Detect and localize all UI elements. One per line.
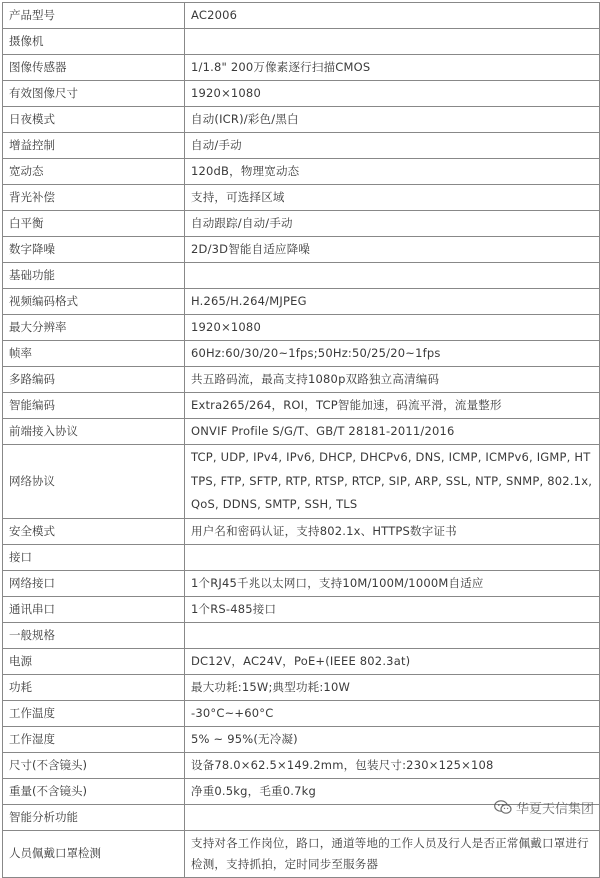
spec-value	[185, 263, 600, 289]
spec-label: 重量(不含镜头)	[3, 778, 185, 804]
spec-value: -30°C~+60°C	[185, 700, 600, 726]
table-row	[3, 159, 600, 185]
table-row	[3, 107, 600, 133]
watermark-text: 华夏天信集团	[515, 802, 594, 817]
table-row	[3, 185, 600, 211]
spec-label: 一般规格	[3, 622, 185, 648]
spec-label: 智能编码	[3, 393, 185, 419]
spec-value: 支持，可选择区域	[185, 185, 600, 211]
watermark	[494, 798, 594, 817]
spec-value	[185, 29, 600, 55]
spec-label: 尺寸(不含镜头)	[3, 752, 185, 778]
spec-label: 电源	[3, 648, 185, 674]
table-row	[3, 341, 600, 367]
spec-label: 人员佩戴口罩检测	[3, 830, 185, 877]
wechat-icon	[494, 800, 512, 815]
spec-value: 1个RS-485接口	[185, 596, 600, 622]
spec-label: 安全模式	[3, 518, 185, 544]
spec-label: 功耗	[3, 674, 185, 700]
spec-label: 前端接入协议	[3, 419, 185, 445]
table-row	[3, 596, 600, 622]
spec-value: H.265/H.264/MJPEG	[185, 289, 600, 315]
spec-value: 自动/手动	[185, 133, 600, 159]
spec-label: 白平衡	[3, 211, 185, 237]
spec-label: 有效图像尺寸	[3, 81, 185, 107]
spec-value: Extra265/264，ROI，TCP智能加速，码流平滑，流量整形	[185, 393, 600, 419]
spec-value: 1个RJ45千兆以太网口，支持10M/100M/1000M自适应	[185, 570, 600, 596]
spec-label: 增益控制	[3, 133, 185, 159]
spec-table	[2, 2, 600, 878]
spec-value	[185, 622, 600, 648]
spec-value: 共五路码流，最高支持1080p双路独立高清编码	[185, 367, 600, 393]
spec-label: 日夜模式	[3, 107, 185, 133]
table-row	[3, 81, 600, 107]
spec-label: 多路编码	[3, 367, 185, 393]
table-row	[3, 544, 600, 570]
spec-value: 1/1.8" 200万像素逐行扫描CMOS	[185, 55, 600, 81]
table-row	[3, 445, 600, 519]
spec-value: 用户名和密码认证，支持802.1x、HTTPS数字证书	[185, 518, 600, 544]
spec-value: 设备78.0×62.5×149.2mm，包装尺寸:230×125×108	[185, 752, 600, 778]
table-row	[3, 393, 600, 419]
spec-value: 5% ~ 95%(无冷凝)	[185, 726, 600, 752]
table-row	[3, 263, 600, 289]
spec-label: 智能分析功能	[3, 804, 185, 830]
table-row	[3, 367, 600, 393]
spec-label: 最大分辨率	[3, 315, 185, 341]
spec-label: 网络接口	[3, 570, 185, 596]
spec-value: 支持对各工作岗位，路口，通道等地的工作人员及行人是否正常佩戴口罩进行检测，支持抓拍，定时同步至服务器	[185, 830, 600, 877]
spec-label: 产品型号	[3, 3, 185, 29]
spec-table-body	[3, 3, 600, 878]
spec-label: 图像传感器	[3, 55, 185, 81]
spec-value: 60Hz:60/30/20~1fps;50Hz:50/25/20~1fps	[185, 341, 600, 367]
table-row	[3, 518, 600, 544]
spec-value: ONVIF Profile S/G/T、GB/T 28181-2011/2016	[185, 419, 600, 445]
spec-value: 净重0.5kg，毛重0.7kg	[185, 778, 600, 804]
spec-label: 视频编码格式	[3, 289, 185, 315]
spec-value: 1920×1080	[185, 81, 600, 107]
table-row	[3, 726, 600, 752]
table-row	[3, 315, 600, 341]
spec-value: AC2006	[185, 3, 600, 29]
table-row	[3, 419, 600, 445]
spec-label: 基础功能	[3, 263, 185, 289]
table-row	[3, 674, 600, 700]
spec-label: 宽动态	[3, 159, 185, 185]
table-row	[3, 622, 600, 648]
spec-label: 接口	[3, 544, 185, 570]
table-row	[3, 830, 600, 877]
spec-value: 1920×1080	[185, 315, 600, 341]
spec-label: 通讯串口	[3, 596, 185, 622]
spec-value: 2D/3D智能自适应降噪	[185, 237, 600, 263]
spec-label: 摄像机	[3, 29, 185, 55]
spec-value: 自动(ICR)/彩色/黑白	[185, 107, 600, 133]
table-row	[3, 289, 600, 315]
spec-value: TCP, UDP, IPv4, IPv6, DHCP, DHCPv6, DNS, ICMP, ICMPv6, IGMP, HTTPS, FTP, SFTP, RTP, RTSP, RTCP, SIP, ARP, SSL, NTP, SNMP, 802.1x, QoS, DDNS, SMTP, SSH, TLS	[185, 445, 600, 519]
spec-value: 120dB，物理宽动态	[185, 159, 600, 185]
table-row	[3, 700, 600, 726]
spec-label: 背光补偿	[3, 185, 185, 211]
spec-label: 工作温度	[3, 700, 185, 726]
spec-value: 最大功耗:15W;典型功耗:10W	[185, 674, 600, 700]
table-row	[3, 133, 600, 159]
spec-value: 自动跟踪/自动/手动	[185, 211, 600, 237]
spec-value: DC12V，AC24V，PoE+(IEEE 802.3at)	[185, 648, 600, 674]
spec-label: 数字降噪	[3, 237, 185, 263]
table-row	[3, 752, 600, 778]
table-row	[3, 29, 600, 55]
table-row	[3, 570, 600, 596]
spec-label: 工作湿度	[3, 726, 185, 752]
table-row	[3, 211, 600, 237]
table-row	[3, 648, 600, 674]
spec-label: 网络协议	[3, 445, 185, 519]
spec-value	[185, 544, 600, 570]
spec-label: 帧率	[3, 341, 185, 367]
table-row	[3, 3, 600, 29]
table-row	[3, 237, 600, 263]
table-row	[3, 55, 600, 81]
